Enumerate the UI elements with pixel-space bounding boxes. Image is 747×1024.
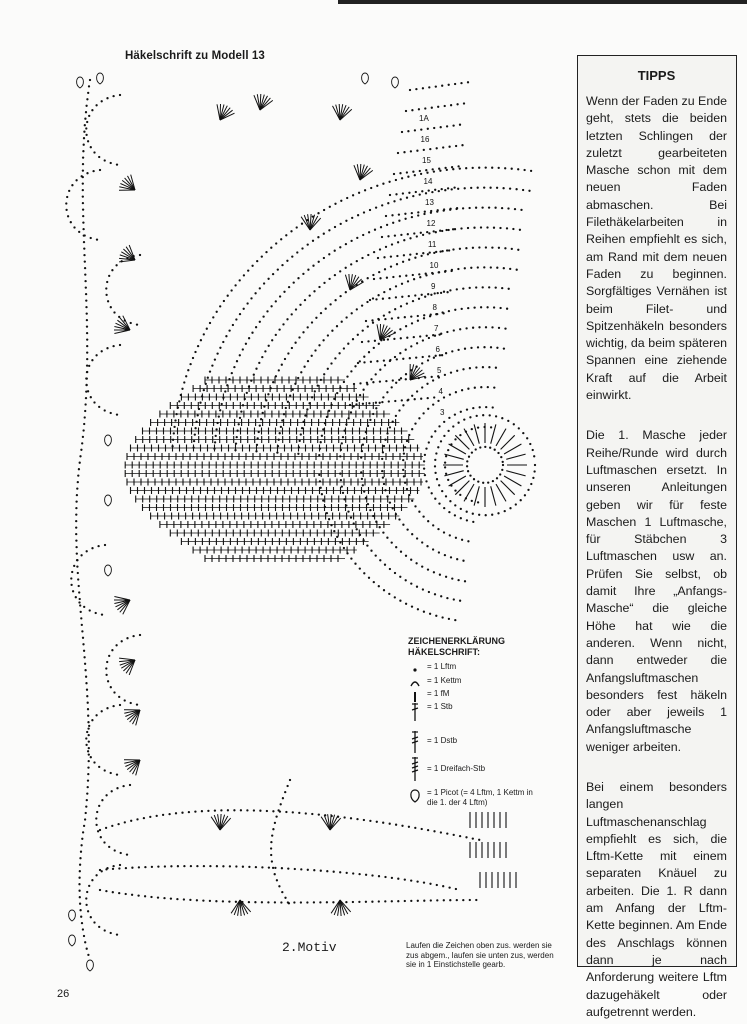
legend-item-triple-treble: [408, 756, 485, 782]
legend-item-chain: [408, 662, 456, 676]
motif-label: 2.Motiv: [282, 940, 337, 955]
fan-clusters: [114, 94, 426, 916]
row-number: 3: [440, 408, 445, 417]
tips-paragraph: Die 1. Masche jeder Reihe/Runde wird durch Luftmaschen ersetzt. In unseren Anleitungen geben wir für feste Maschen 1 Luftmasche, für Stäbchen 3 Luftmaschen usw an. Prüfen Sie selbst, ob damit Ihre „Anfangs-Masche“ die gleiche Höhe hat wie die anderen. Wenn nicht, dann entweder die Anfangsluftmaschen besonders fest häkeln oder aber jeweils 1 Anfangsluftmasche weniger arbeiten.: [586, 428, 727, 754]
chain-dot-icon: [408, 662, 422, 676]
row-number: 8: [432, 303, 437, 312]
row-number: 10: [429, 261, 439, 270]
legend-item-picot: [408, 788, 533, 808]
legend-item-double-crochet: [408, 702, 453, 722]
double-crochet-icon: [408, 702, 422, 722]
legend-text: = 1 Stb: [427, 702, 453, 711]
legend-text: = 1 Dstb: [427, 736, 458, 745]
treble-crochet-icon: [408, 730, 422, 754]
tips-title: TIPPS: [637, 68, 676, 83]
chain-rows: [65, 79, 536, 960]
legend-text: = 1 Picot (= 4 Lftm, 1 Kettm in die 1. der 4 Lftm): [427, 788, 533, 807]
legend-text: = 1 Dreifach-Stb: [427, 764, 486, 773]
legend-item-single-crochet: [408, 689, 449, 703]
row-number: 11: [428, 240, 437, 249]
triple-treble-crochet-icon: [408, 756, 422, 782]
legend-item-slip-stitch: [408, 676, 461, 690]
tips-box: [577, 55, 737, 1019]
legend-text: = 1 fM: [427, 689, 450, 698]
stitch-marks: [125, 377, 527, 889]
row-number: 16: [420, 135, 430, 144]
row-number: 1A: [419, 114, 429, 123]
legend-subheading: HÄKELSCHRIFT:: [408, 647, 480, 657]
legend-heading: ZEICHENERKLÄRUNG: [408, 636, 506, 646]
row-numbers: [419, 114, 445, 417]
page-number: 26: [57, 988, 70, 1000]
legend-text: = 1 Kettm: [427, 676, 462, 685]
symbol-legend: [408, 636, 568, 807]
legend-item-treble: [408, 730, 457, 754]
row-number: 6: [435, 345, 440, 354]
footnote: Laufen die Zeichen oben zus. werden sie zus abgem., laufen sie unten zus, werden sie in 1 Einstichstelle gearb.: [406, 941, 554, 969]
legend-text: = 1 Lftm: [427, 662, 457, 671]
row-number: 4: [438, 387, 443, 396]
crochet-diagram: [60, 60, 580, 980]
single-crochet-bar-icon: [408, 689, 422, 703]
row-number: 5: [437, 366, 442, 375]
row-number: 13: [425, 198, 434, 207]
row-number: 9: [431, 282, 436, 291]
picot-icon: [408, 788, 422, 804]
row-number: 15: [422, 156, 431, 165]
tips-paragraph: Bei einem besonders langen Luftmaschenanschlag empfiehlt es sich, die Lftm-Kette mit einem separaten Knäuel zu arbeiten. Die 1. R dann am Anfang der Lftm-Kette beginnen. Am Ende des Anschlags können dann je nach Anforderung weitere Lftm dazugehäkelt oder aufgetrennt werden.: [586, 779, 727, 1019]
row-number: 12: [426, 219, 436, 228]
top-rule: [338, 0, 747, 4]
chart-title: Häkelschrift zu Modell 13: [125, 50, 265, 62]
row-number: 7: [434, 324, 439, 333]
tips-paragraph: Wenn der Faden zu Ende geht, stets die beiden letzten Schlingen der zuletzt gearbeiteten Masche schon mit dem neuen Faden abmaschen. Bei Filethäkelarbeiten in Reihen empfiehlt es sich, am Rand mit dem neuen Faden zu beginnen. Sorgfältiges Vernähen ist beim Filet- und Spitzenhäkeln besonders wichtig, da beim späteren Spannen eine ziehende Kraft auf die Arbeit einwirkt.: [586, 94, 727, 403]
slip-stitch-arc-icon: [408, 676, 422, 690]
row-number: 14: [423, 177, 433, 186]
